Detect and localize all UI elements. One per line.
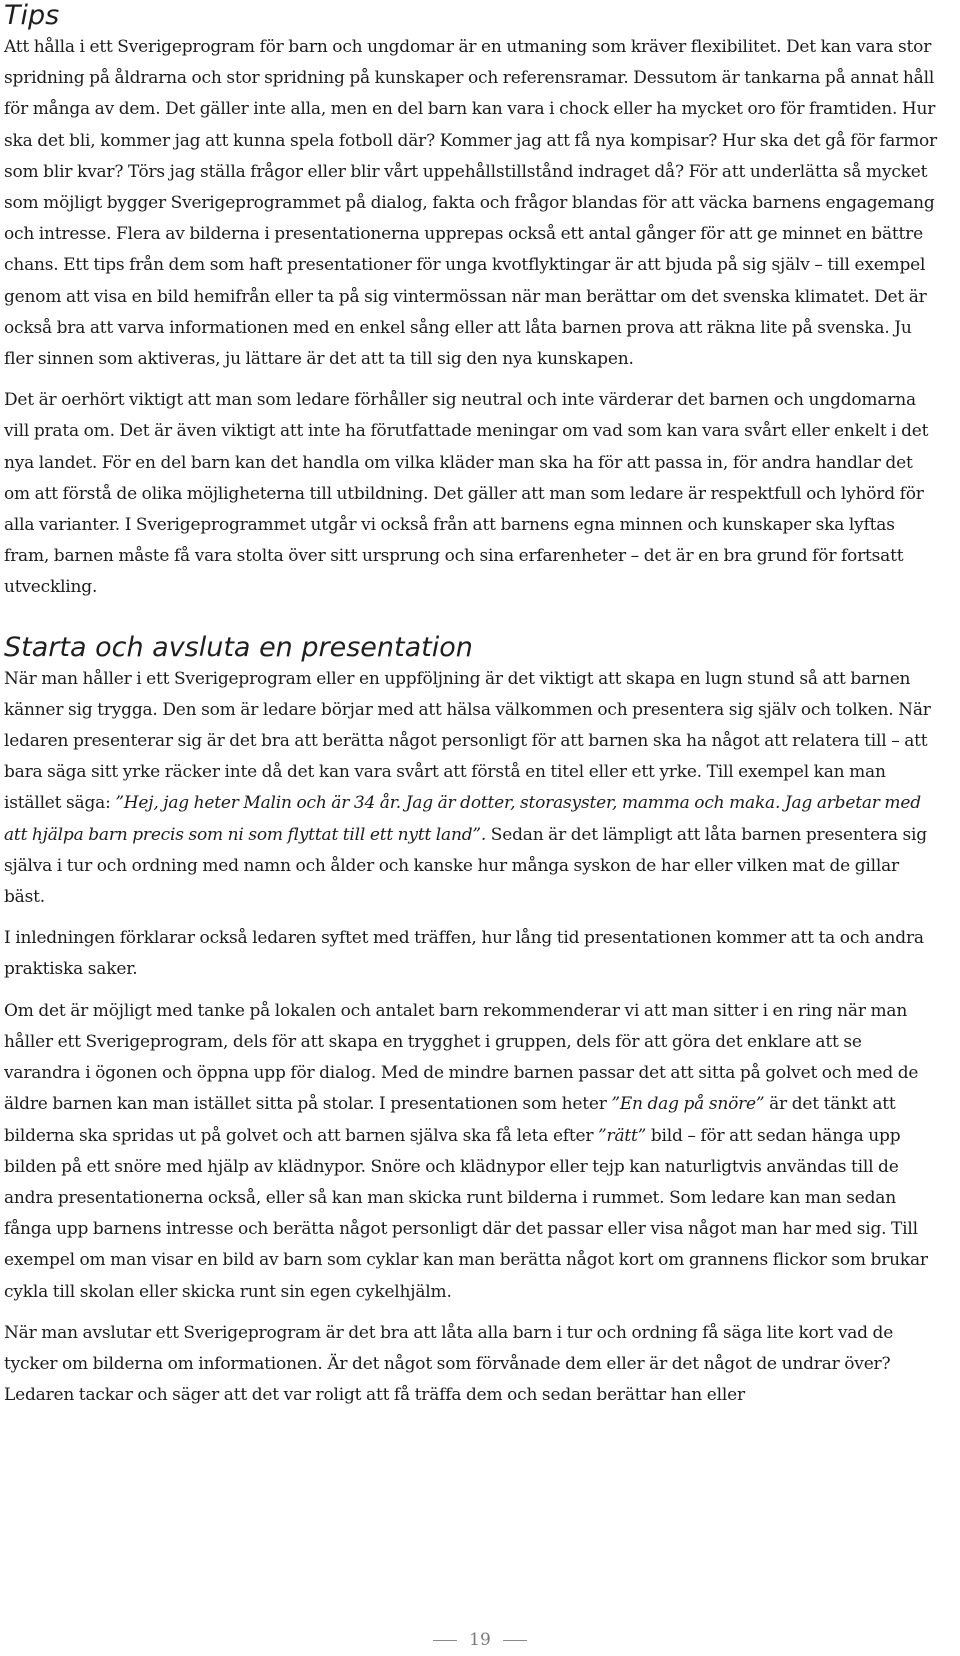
document-page	[4, 0, 940, 1421]
footer-dash-left	[433, 1640, 457, 1641]
italic-title-en-dag-pa-snore: ”En dag på snöre”	[611, 1094, 765, 1115]
text-segment: Det är oerhört viktigt att man som ledare förhåller sig neutral och inte värderar det barnen och ungdomarna vill prata om. Det är även viktigt att inte ha förutfattade meningar om vad som kan vara svårt eller enkelt i det nya landet. För en del barn kan det handla om vilka kläder man ska ha för att passa in, för andra handlar det om att förstå de olika möjligheterna till utbildning. Det gäller att man som ledare är respektfull och lyhörd för alla varianter. I Sverigeprogrammet utgår vi också från att barnens egna minnen och kunskaper ska lyftas fram, barnen måste få vara stolta över sitt ursprung och sina erfarenheter – det är en bra grund för fortsatt utveckling.	[4, 390, 929, 598]
footer-dash-right	[503, 1640, 527, 1641]
paragraph-starta-2	[4, 923, 940, 985]
paragraph-tips-2	[4, 385, 940, 603]
text-segment: När man håller i ett Sverigeprogram eller en uppföljning är det viktigt att skapa en lugn stund så att barnen känner sig trygga. Den som är ledare börjar med att hälsa välkommen och presentera sig själv och tolken. När ledaren presenterar sig är det bra att berätta något personligt för att barnen ska ha något att relatera till – att bara säga sitt yrke räcker inte då det kan vara svårt att förstå en titel eller ett yrke. Till exempel kan man istället säga:	[4, 668, 931, 814]
section-heading-tips: Tips	[4, 0, 60, 31]
paragraph-starta-3	[4, 996, 940, 1308]
text-segment: Om det är möjligt med tanke på lokalen och antalet barn rekommenderar vi att man sitter i en ring när man håller ett Sverigeprogram, dels för att skapa en trygghet i gruppen, dels för att göra det enklare att se varandra i ögonen och öppna upp för dialog. Med de mindre barnen passar det att sitta på golvet och med de äldre barnen kan man istället sitta på stolar. I presentationen som heter	[4, 1000, 919, 1115]
italic-ratt: ”rätt”	[598, 1125, 647, 1146]
italic-quote-example: ”Hej, jag heter Malin och är 34 år. Jag är dotter, storasyster, mamma och maka. Jag arbetar med att hjälpa barn precis som ni som flyttat till ett nytt land”.	[4, 793, 921, 845]
page-number: 19	[469, 1630, 491, 1650]
text-segment: När man avslutar ett Sverigeprogram är det bra att låta alla barn i tur och ordning få säga lite kort vad de tycker om bilderna om informationen. Är det något som förvånade dem eller är det något de undrar över? Ledaren tackar och säger att det var roligt att få träffa dem och sedan berättar han eller	[4, 1322, 894, 1406]
section-starta-och-avsluta	[4, 632, 940, 1412]
paragraph-starta-4	[4, 1318, 940, 1412]
text-segment: Att hålla i ett Sverigeprogram för barn och ungdomar är en utmaning som kräver flexibilitet. Det kan vara stor spridning på åldrarna och stor spridning på kunskaper och referensramar. Dessutom är tankarna på annat håll för många av dem. Det gäller inte alla, men en del barn kan vara i chock eller ha mycket oro för framtiden. Hur ska det bli, kommer jag att kunna spela fotboll där? Kommer jag att få nya kompisar? Hur ska det gå för farmor som blir kvar? Törs jag ställa frågor eller blir vårt uppehållstillstånd indraget då? För att underlätta så mycket som möjligt bygger Sverigeprogrammet på dialog, fakta och frågor blandas för att väcka barnens engagemang och intresse. Flera av bilderna i presentationerna upprepas också ett antal gånger för att ge minnet en bättre chans. Ett tips från dem som haft presentationer för unga kvotflyktingar är att bjuda på sig själv – till exempel genom att visa en bild hemifrån eller ta på sig vintermössan när man berättar om det svenska klimatet. Det är också bra att varva informationen med en enkel sång eller att låta barnen prova att räkna lite på svenska. Ju fler sinnen som aktiveras, ju lättare är det att ta till sig den nya kunskapen.	[4, 37, 937, 370]
text-segment: bild – för att sedan hänga upp bilden på ett snöre med hjälp av klädnypor. Snöre och klädnypor eller tejp kan naturligtvis användas till de andra presentationerna också, eller så kan man skicka runt bilderna i rummet. Som ledare kan man sedan fånga upp barnens intresse och berätta något personligt där det passar eller visa något man har med sig. Till exempel om man visar en bild av barn som cyklar kan man berätta något kort om grannens flickor som brukar cykla till skolan eller skicka runt sin egen cykelhjälm.	[4, 1125, 928, 1302]
page-footer	[0, 1628, 960, 1652]
text-segment: Sedan är det lämpligt att låta barnen presentera sig själva i tur och ordning med namn och ålder och kanske hur många syskon de har eller vilken mat de gillar bäst.	[4, 824, 927, 908]
text-segment: I inledningen förklarar också ledaren syftet med träffen, hur lång tid presentationen kommer att ta och andra praktiska saker.	[4, 928, 924, 980]
paragraph-tips-1	[4, 32, 940, 375]
text-segment: är det tänkt att bilderna ska spridas ut på golvet och att barnen själva ska få leta efter	[4, 1094, 896, 1146]
paragraph-starta-1	[4, 664, 940, 914]
section-heading-starta-och-avsluta: Starta och avsluta en presentation	[4, 631, 473, 663]
section-tips	[4, 0, 940, 604]
